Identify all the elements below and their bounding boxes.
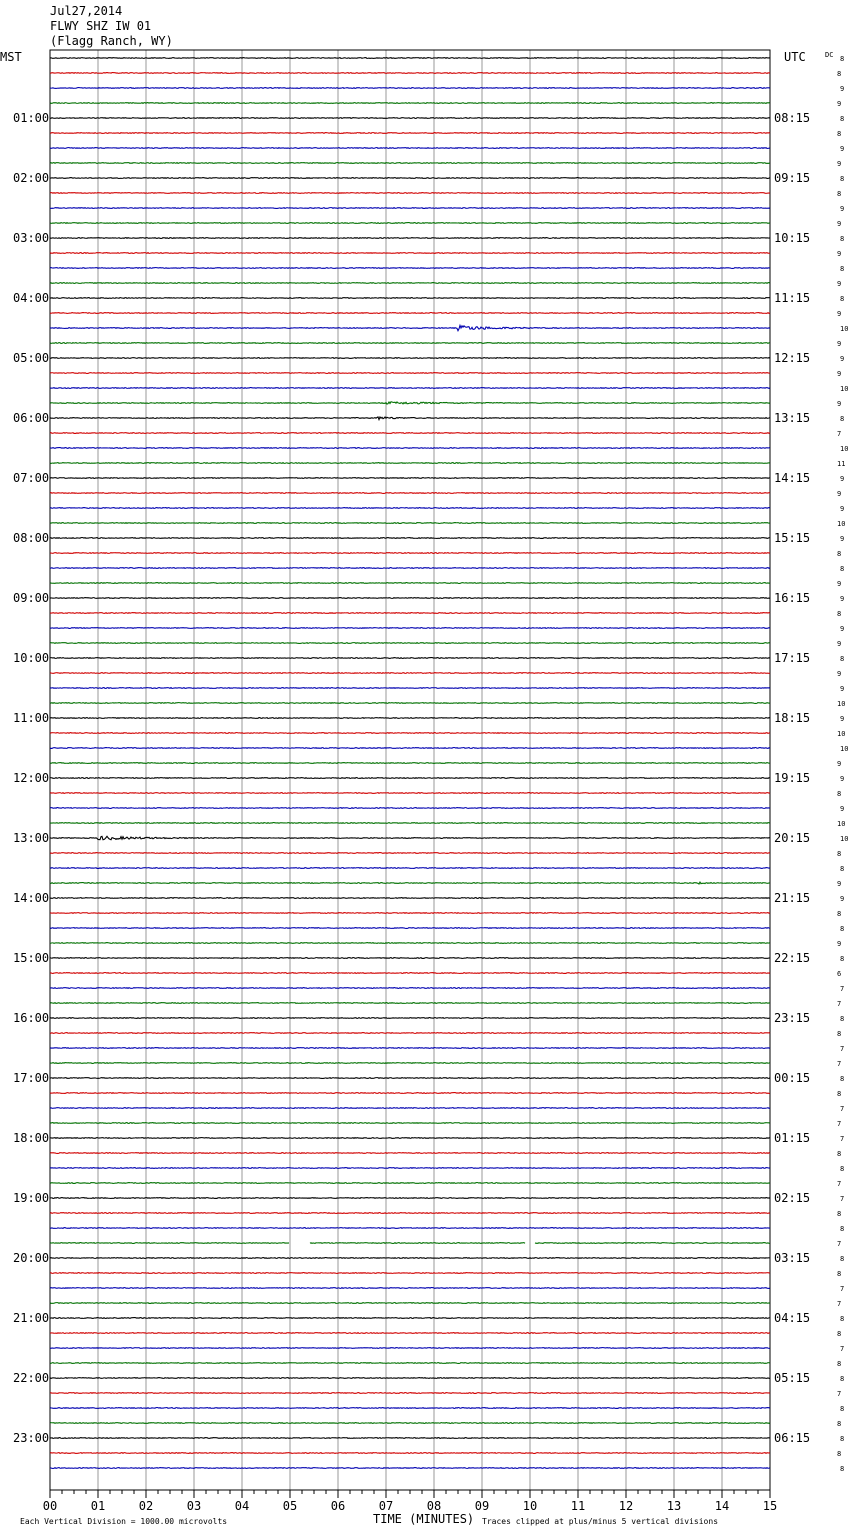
trace-27 bbox=[50, 463, 770, 464]
trace-9 bbox=[50, 193, 770, 194]
trace-86 bbox=[50, 1348, 770, 1349]
trace-58 bbox=[50, 928, 770, 929]
dc-value: 9 bbox=[837, 250, 842, 258]
trace-56 bbox=[50, 898, 770, 899]
trace-34 bbox=[50, 568, 770, 569]
dc-value: 8 bbox=[837, 1030, 842, 1038]
utc-label-20:15: 20:15 bbox=[774, 831, 811, 845]
trace-7 bbox=[50, 163, 770, 164]
trace-45 bbox=[50, 733, 770, 734]
dc-value: 9 bbox=[840, 205, 845, 213]
utc-label-00:15: 00:15 bbox=[774, 1071, 811, 1085]
trace-46 bbox=[50, 748, 770, 749]
utc-label-01:15: 01:15 bbox=[774, 1131, 811, 1145]
dc-value: 9 bbox=[840, 145, 845, 153]
mst-label-11:00: 11:00 bbox=[13, 711, 50, 725]
mst-label-05:00: 05:00 bbox=[13, 351, 50, 365]
dc-value: 8 bbox=[837, 1210, 842, 1218]
dc-value: 8 bbox=[840, 1465, 845, 1473]
trace-29 bbox=[50, 493, 770, 494]
mst-label-18:00: 18:00 bbox=[13, 1131, 50, 1145]
dc-header-label: DC bbox=[825, 51, 834, 59]
dc-value: 9 bbox=[837, 640, 842, 648]
trace-82 bbox=[50, 1288, 770, 1289]
trace-3 bbox=[50, 103, 770, 104]
trace-2 bbox=[50, 88, 770, 89]
dc-value: 8 bbox=[837, 550, 842, 558]
dc-value: 9 bbox=[840, 685, 845, 693]
left-timezone-label: MST bbox=[0, 50, 22, 64]
trace-42 bbox=[50, 688, 770, 689]
trace-75 bbox=[50, 1183, 770, 1184]
trace-12 bbox=[50, 238, 770, 239]
mst-label-09:00: 09:00 bbox=[13, 591, 50, 605]
trace-43 bbox=[50, 703, 770, 704]
mst-label-07:00: 07:00 bbox=[13, 471, 50, 485]
clip-note: Traces clipped at plus/minus 5 vertical divisions bbox=[482, 1517, 719, 1526]
trace-88 bbox=[50, 1378, 770, 1379]
dc-value: 10 bbox=[840, 835, 849, 843]
dc-value: 9 bbox=[840, 505, 845, 513]
mst-label-16:00: 16:00 bbox=[13, 1011, 50, 1025]
dc-value: 7 bbox=[840, 1105, 845, 1113]
x-axis bbox=[43, 1490, 777, 1513]
trace-79 bbox=[50, 1243, 770, 1244]
dc-value: 8 bbox=[837, 1270, 842, 1278]
station-name: FLWY SHZ IW 01 bbox=[50, 19, 152, 33]
dc-value: 9 bbox=[837, 760, 842, 768]
trace-53 bbox=[50, 853, 770, 854]
dc-value: 9 bbox=[840, 355, 845, 363]
trace-71 bbox=[50, 1123, 770, 1124]
utc-label-13:15: 13:15 bbox=[774, 411, 811, 425]
utc-label-10:15: 10:15 bbox=[774, 231, 811, 245]
utc-label-05:15: 05:15 bbox=[774, 1371, 811, 1385]
mst-label-15:00: 15:00 bbox=[13, 951, 50, 965]
mst-label-04:00: 04:00 bbox=[13, 291, 50, 305]
trace-47 bbox=[50, 763, 770, 764]
trace-72 bbox=[50, 1138, 770, 1139]
dc-value: 8 bbox=[840, 415, 845, 423]
trace-16 bbox=[50, 298, 770, 299]
x-tick-label: 11 bbox=[570, 1499, 586, 1513]
dc-value: 9 bbox=[837, 400, 842, 408]
utc-label-08:15: 08:15 bbox=[774, 111, 811, 125]
utc-label-16:15: 16:15 bbox=[774, 591, 811, 605]
x-tick-label: 08 bbox=[426, 1499, 442, 1513]
dc-value: 7 bbox=[840, 1285, 845, 1293]
dc-value: 8 bbox=[840, 925, 845, 933]
x-tick-label: 03 bbox=[186, 1499, 202, 1513]
trace-52 bbox=[50, 836, 770, 839]
trace-13 bbox=[50, 253, 770, 254]
trace-93 bbox=[50, 1453, 770, 1454]
dc-value: 9 bbox=[840, 595, 845, 603]
utc-label-11:15: 11:15 bbox=[774, 291, 811, 305]
dc-value: 7 bbox=[837, 1120, 842, 1128]
dc-value: 11 bbox=[837, 460, 846, 468]
trace-87 bbox=[50, 1363, 770, 1364]
dc-value: 9 bbox=[840, 535, 845, 543]
trace-94 bbox=[50, 1468, 770, 1469]
dc-value: 7 bbox=[840, 1045, 845, 1053]
trace-84 bbox=[50, 1318, 770, 1319]
trace-10 bbox=[50, 208, 770, 209]
dc-value: 8 bbox=[837, 1330, 842, 1338]
x-tick-label: 07 bbox=[378, 1499, 394, 1513]
trace-5 bbox=[50, 133, 770, 134]
dc-value: 9 bbox=[837, 370, 842, 378]
mst-label-19:00: 19:00 bbox=[13, 1191, 50, 1205]
dc-value: 8 bbox=[840, 565, 845, 573]
x-tick-label: 00 bbox=[42, 1499, 58, 1513]
dc-value: 8 bbox=[837, 610, 842, 618]
dc-value: 9 bbox=[837, 670, 842, 678]
dc-value: 9 bbox=[837, 280, 842, 288]
dc-value: 8 bbox=[840, 265, 845, 273]
dc-value: 8 bbox=[840, 1225, 845, 1233]
right-timezone-label: UTC bbox=[784, 50, 806, 64]
trace-25 bbox=[50, 433, 770, 434]
trace-64 bbox=[50, 1018, 770, 1019]
trace-48 bbox=[50, 778, 770, 779]
dc-value: 10 bbox=[840, 745, 849, 753]
utc-label-04:15: 04:15 bbox=[774, 1311, 811, 1325]
dc-value: 6 bbox=[837, 970, 842, 978]
time-grid bbox=[50, 50, 770, 1490]
dc-value: 9 bbox=[837, 100, 842, 108]
dc-value: 8 bbox=[837, 790, 842, 798]
x-tick-label: 12 bbox=[618, 1499, 634, 1513]
utc-label-18:15: 18:15 bbox=[774, 711, 811, 725]
trace-18 bbox=[50, 325, 770, 330]
trace-20 bbox=[50, 358, 770, 359]
trace-65 bbox=[50, 1033, 770, 1034]
x-tick-label: 02 bbox=[138, 1499, 154, 1513]
dc-value: 8 bbox=[840, 1435, 845, 1443]
x-axis-title: TIME (MINUTES) bbox=[373, 1512, 475, 1526]
dc-value-labels bbox=[837, 55, 848, 1473]
mst-label-17:00: 17:00 bbox=[13, 1071, 50, 1085]
x-tick-label: 06 bbox=[330, 1499, 346, 1513]
dc-value: 8 bbox=[840, 55, 845, 63]
utc-label-12:15: 12:15 bbox=[774, 351, 811, 365]
utc-label-21:15: 21:15 bbox=[774, 891, 811, 905]
dc-value: 7 bbox=[837, 430, 842, 438]
dc-value: 8 bbox=[840, 655, 845, 663]
dc-value: 8 bbox=[837, 1150, 842, 1158]
mst-label-12:00: 12:00 bbox=[13, 771, 50, 785]
trace-66 bbox=[50, 1048, 770, 1049]
plot-date: Jul27,2014 bbox=[50, 4, 123, 18]
dc-value: 8 bbox=[840, 1405, 845, 1413]
dc-value: 8 bbox=[840, 1075, 845, 1083]
x-tick-label: 09 bbox=[474, 1499, 490, 1513]
dc-value: 7 bbox=[837, 1390, 842, 1398]
dc-value: 8 bbox=[840, 1315, 845, 1323]
plot-frame bbox=[50, 50, 770, 1490]
dc-value: 8 bbox=[837, 1420, 842, 1428]
utc-label-06:15: 06:15 bbox=[774, 1431, 811, 1445]
trace-11 bbox=[50, 223, 770, 224]
mst-label-02:00: 02:00 bbox=[13, 171, 50, 185]
utc-label-14:15: 14:15 bbox=[774, 471, 811, 485]
dc-value: 9 bbox=[837, 580, 842, 588]
dc-value: 8 bbox=[837, 850, 842, 858]
dc-value: 8 bbox=[837, 1090, 842, 1098]
dc-value: 9 bbox=[840, 625, 845, 633]
trace-49 bbox=[50, 793, 770, 794]
trace-70 bbox=[50, 1108, 770, 1109]
trace-63 bbox=[50, 1003, 770, 1004]
x-tick-label: 01 bbox=[90, 1499, 106, 1513]
utc-label-19:15: 19:15 bbox=[774, 771, 811, 785]
dc-value: 9 bbox=[840, 715, 845, 723]
trace-1 bbox=[50, 73, 770, 74]
utc-label-23:15: 23:15 bbox=[774, 1011, 811, 1025]
mst-label-23:00: 23:00 bbox=[13, 1431, 50, 1445]
dc-value: 9 bbox=[837, 310, 842, 318]
trace-91 bbox=[50, 1423, 770, 1424]
trace-51 bbox=[50, 823, 770, 824]
dc-value: 8 bbox=[840, 1375, 845, 1383]
trace-17 bbox=[50, 313, 770, 314]
dc-value: 10 bbox=[840, 385, 849, 393]
dc-value: 8 bbox=[837, 130, 842, 138]
dc-value: 9 bbox=[840, 85, 845, 93]
x-tick-label: 04 bbox=[234, 1499, 250, 1513]
trace-89 bbox=[50, 1393, 770, 1394]
dc-value: 10 bbox=[840, 445, 849, 453]
trace-44 bbox=[50, 718, 770, 719]
mst-label-22:00: 22:00 bbox=[13, 1371, 50, 1385]
utc-label-17:15: 17:15 bbox=[774, 651, 811, 665]
trace-37 bbox=[50, 613, 770, 614]
trace-80 bbox=[50, 1258, 770, 1259]
dc-value: 7 bbox=[837, 1000, 842, 1008]
trace-32 bbox=[50, 538, 770, 539]
utc-label-22:15: 22:15 bbox=[774, 951, 811, 965]
trace-33 bbox=[50, 553, 770, 554]
trace-67 bbox=[50, 1063, 770, 1064]
mst-label-01:00: 01:00 bbox=[13, 111, 50, 125]
mst-label-03:00: 03:00 bbox=[13, 231, 50, 245]
dc-value: 8 bbox=[840, 295, 845, 303]
x-tick-label: 15 bbox=[762, 1499, 778, 1513]
dc-value: 7 bbox=[840, 985, 845, 993]
trace-90 bbox=[50, 1408, 770, 1409]
trace-83 bbox=[50, 1303, 770, 1304]
dc-value: 8 bbox=[837, 1450, 842, 1458]
dc-value: 10 bbox=[840, 325, 849, 333]
utc-label-09:15: 09:15 bbox=[774, 171, 811, 185]
dc-value: 7 bbox=[837, 1060, 842, 1068]
trace-31 bbox=[50, 523, 770, 524]
trace-60 bbox=[50, 958, 770, 959]
trace-36 bbox=[50, 598, 770, 599]
trace-55 bbox=[50, 882, 770, 884]
dc-value: 8 bbox=[840, 1015, 845, 1023]
trace-78 bbox=[50, 1228, 770, 1229]
trace-21 bbox=[50, 373, 770, 374]
scale-note: Each Vertical Division = 1000.00 microvolts bbox=[20, 1517, 228, 1526]
dc-value: 10 bbox=[837, 730, 846, 738]
dc-value: 8 bbox=[837, 70, 842, 78]
utc-label-15:15: 15:15 bbox=[774, 531, 811, 545]
dc-value: 8 bbox=[837, 910, 842, 918]
x-tick-label: 13 bbox=[666, 1499, 682, 1513]
dc-value: 7 bbox=[837, 1240, 842, 1248]
trace-38 bbox=[50, 628, 770, 629]
trace-50 bbox=[50, 808, 770, 809]
dc-value: 9 bbox=[840, 895, 845, 903]
dc-value: 9 bbox=[837, 880, 842, 888]
dc-value: 9 bbox=[837, 340, 842, 348]
mst-label-20:00: 20:00 bbox=[13, 1251, 50, 1265]
dc-value: 8 bbox=[837, 190, 842, 198]
trace-74 bbox=[50, 1168, 770, 1169]
dc-value: 9 bbox=[840, 475, 845, 483]
trace-39 bbox=[50, 643, 770, 644]
trace-22 bbox=[50, 388, 770, 389]
trace-group bbox=[50, 58, 770, 1469]
dc-value: 10 bbox=[837, 700, 846, 708]
dc-value: 8 bbox=[837, 1360, 842, 1368]
trace-59 bbox=[50, 943, 770, 944]
trace-28 bbox=[50, 478, 770, 479]
dc-value: 8 bbox=[840, 955, 845, 963]
trace-61 bbox=[50, 973, 770, 974]
mst-label-13:00: 13:00 bbox=[13, 831, 50, 845]
utc-label-02:15: 02:15 bbox=[774, 1191, 811, 1205]
x-tick-label: 05 bbox=[282, 1499, 298, 1513]
dc-value: 8 bbox=[840, 865, 845, 873]
dc-value: 7 bbox=[837, 1300, 842, 1308]
trace-57 bbox=[50, 913, 770, 914]
mst-label-08:00: 08:00 bbox=[13, 531, 50, 545]
dc-value: 8 bbox=[840, 1165, 845, 1173]
trace-69 bbox=[50, 1093, 770, 1094]
trace-0 bbox=[50, 58, 770, 59]
dc-value: 7 bbox=[840, 1195, 845, 1203]
dc-value: 9 bbox=[837, 940, 842, 948]
dc-value: 8 bbox=[840, 175, 845, 183]
dc-value: 8 bbox=[840, 1255, 845, 1263]
dc-value: 9 bbox=[837, 160, 842, 168]
trace-62 bbox=[50, 988, 770, 989]
utc-hour-labels bbox=[774, 111, 810, 1445]
trace-19 bbox=[50, 343, 770, 344]
trace-54 bbox=[50, 868, 770, 869]
trace-85 bbox=[50, 1333, 770, 1334]
trace-76 bbox=[50, 1198, 770, 1199]
utc-label-03:15: 03:15 bbox=[774, 1251, 811, 1265]
dc-value: 7 bbox=[837, 1180, 842, 1188]
dc-value: 7 bbox=[840, 1345, 845, 1353]
trace-8 bbox=[50, 178, 770, 179]
mst-hour-labels bbox=[13, 111, 49, 1445]
trace-68 bbox=[50, 1078, 770, 1079]
trace-73 bbox=[50, 1153, 770, 1154]
dc-value: 8 bbox=[840, 235, 845, 243]
dc-value: 9 bbox=[840, 775, 845, 783]
trace-41 bbox=[50, 673, 770, 674]
mst-label-06:00: 06:00 bbox=[13, 411, 50, 425]
dc-value: 8 bbox=[840, 115, 845, 123]
trace-15 bbox=[50, 283, 770, 284]
trace-30 bbox=[50, 508, 770, 509]
dc-value: 10 bbox=[837, 520, 846, 528]
trace-77 bbox=[50, 1213, 770, 1214]
mst-label-21:00: 21:00 bbox=[13, 1311, 50, 1325]
dc-value: 7 bbox=[840, 1135, 845, 1143]
trace-6 bbox=[50, 148, 770, 149]
x-tick-label: 14 bbox=[714, 1499, 730, 1513]
dc-value: 9 bbox=[837, 490, 842, 498]
trace-14 bbox=[50, 268, 770, 269]
x-tick-label: 10 bbox=[522, 1499, 538, 1513]
station-location: (Flagg Ranch, WY) bbox=[50, 34, 173, 48]
mst-label-10:00: 10:00 bbox=[13, 651, 50, 665]
dc-value: 9 bbox=[837, 220, 842, 228]
trace-40 bbox=[50, 658, 770, 659]
trace-23 bbox=[50, 402, 770, 404]
dc-value: 9 bbox=[840, 805, 845, 813]
trace-4 bbox=[50, 118, 770, 119]
trace-92 bbox=[50, 1438, 770, 1439]
trace-24 bbox=[50, 417, 770, 420]
trace-35 bbox=[50, 583, 770, 584]
trace-26 bbox=[50, 448, 770, 449]
dc-value: 10 bbox=[837, 820, 846, 828]
trace-81 bbox=[50, 1273, 770, 1274]
mst-label-14:00: 14:00 bbox=[13, 891, 50, 905]
